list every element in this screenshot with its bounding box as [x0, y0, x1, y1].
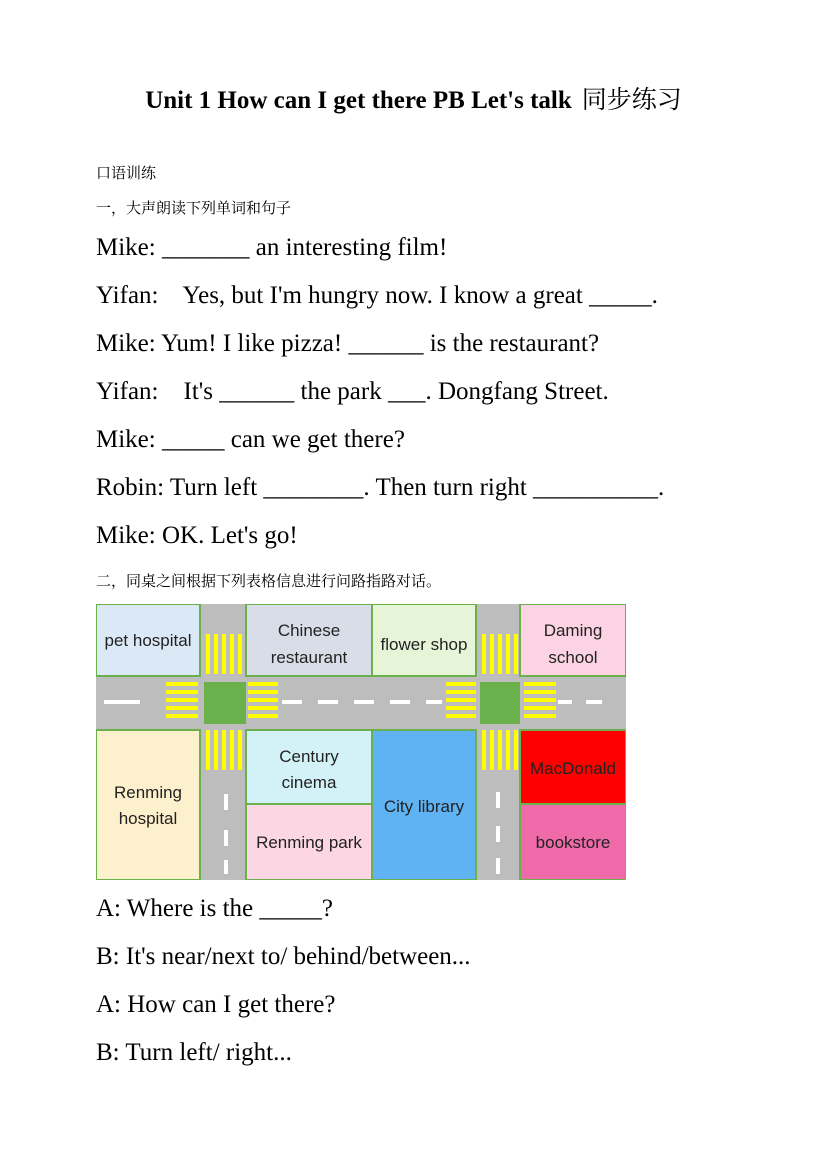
dialogue-line: Yifan: It's ______ the park ___. Dongfang Street. — [96, 378, 609, 405]
label-renming-hospital-line1: Renming — [113, 783, 183, 802]
label-flower-shop: flower shop — [380, 635, 468, 654]
label-chinese-restaurant-line2: restaurant — [270, 648, 348, 667]
label-daming-school-line2: school — [548, 648, 598, 667]
practice-line: A: Where is the _____? — [96, 895, 333, 922]
label-bookstore: bookstore — [535, 833, 611, 852]
intersection-grass-right — [480, 682, 520, 724]
dialogue-line: Mike: OK. Let's go! — [96, 522, 298, 549]
label-chinese-restaurant-line1: Chinese — [277, 621, 341, 640]
dialogue-line: Mike: _____ can we get there? — [96, 426, 405, 453]
label-renming-park: Renming park — [256, 833, 362, 852]
section-1-heading: 一，大声朗读下列单词和句子 — [96, 199, 292, 217]
street-map — [96, 604, 626, 880]
practice-line: B: Turn left/ right... — [96, 1039, 292, 1066]
label-renming-hospital-line2: hospital — [118, 809, 178, 828]
label-macdonald: MacDonald — [530, 759, 616, 778]
block-century-cinema — [246, 730, 372, 804]
section-oral-heading: 口语训练 — [96, 164, 157, 182]
intersection-grass-left — [204, 682, 246, 724]
practice-line: B: It's near/next to/ behind/between... — [96, 943, 471, 970]
page-title — [0, 80, 827, 116]
title-english: Unit 1 How can I get there PB Let's talk — [145, 87, 572, 114]
label-century-cinema-line2: cinema — [281, 773, 337, 792]
title-chinese: 同步练习 — [581, 85, 682, 114]
section-2-heading: 二，同桌之间根据下列表格信息进行问路指路对话。 — [96, 572, 442, 590]
dialogue-line: Robin: Turn left ________. Then turn right __________. — [96, 474, 665, 501]
dialogue-line: Yifan: Yes, but I'm hungry now. I know a great _____. — [96, 282, 658, 309]
label-century-cinema-line1: Century — [279, 747, 339, 766]
label-pet-hospital: pet hospital — [104, 631, 192, 650]
dialogue-line: Mike: _______ an interesting film! — [96, 234, 448, 261]
practice-line: A: How can I get there? — [96, 991, 336, 1018]
block-renming-hospital — [96, 730, 200, 880]
label-daming-school-line1: Daming — [543, 621, 603, 640]
label-city-library: City library — [383, 797, 465, 816]
dialogue-line: Mike: Yum! I like pizza! ______ is the restaurant? — [96, 330, 600, 357]
